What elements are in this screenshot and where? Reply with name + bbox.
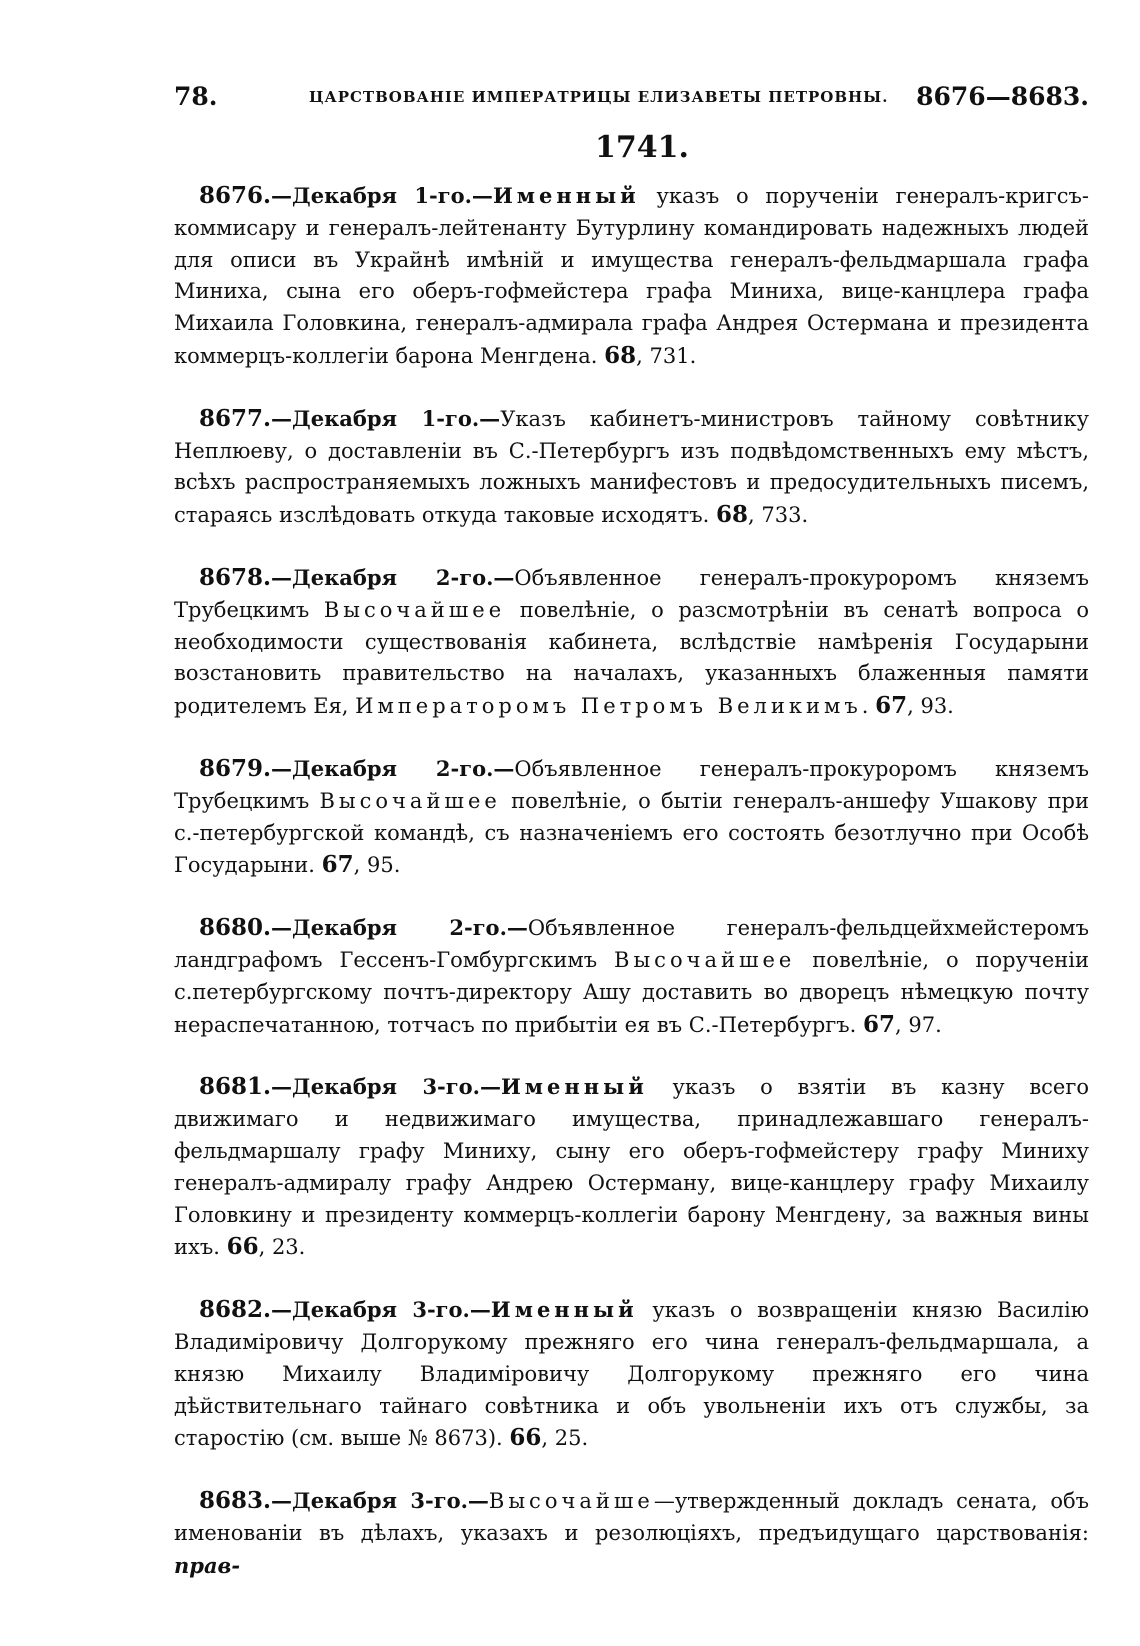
- entry-text: Указъ кабинетъ-министровъ тайному совѣтнику Неплюеву, о доставленіи въ С.-Петербургъ изъ подвѣдомственныхъ ему мѣстъ, всѣхъ распространяемыхъ ложныхъ манифестовъ и предосудительныхъ писемъ, стараясь изслѣдовать откуда таковые исходятъ.: [174, 406, 1089, 528]
- entry-volume: 66: [226, 1233, 259, 1261]
- page-number: 78.: [174, 82, 218, 111]
- entry-8679: [174, 753, 1089, 882]
- entry-date: —Декабря 2-го.—: [271, 564, 515, 590]
- entry-number: 8679.: [199, 754, 272, 782]
- entry-text: Объявленное генералъ-фельдцейхмейстеромъ ландграфомъ Гессенъ-Гомбургскимъ: [174, 916, 1089, 972]
- entry-number: 8678.: [199, 563, 272, 591]
- entry-text: повелѣніе, о разсмотрѣніи въ сенатѣ вопроса о необходимости существованія кабинета, вслѣдствіе намѣренія Государыни возстановить правительство на началахъ, указанныхъ блаженныя памяти родителемъ Ея,: [174, 597, 1090, 719]
- entry-8680: [174, 912, 1089, 1041]
- entry-kind: Именный: [492, 183, 640, 208]
- entry-8676: [174, 180, 1089, 373]
- entry-number: 8681.: [199, 1073, 272, 1101]
- entry-8681: [174, 1071, 1089, 1264]
- entry-page: , 25.: [541, 1426, 589, 1451]
- entry-text: повелѣніе, о бытіи генералъ-аншефу Ушакову при с.-петербургской командѣ, съ назначеніемъ его состоять безотлучно при Особѣ Государыни.: [174, 788, 1090, 878]
- entry-number: 8677.: [199, 404, 272, 432]
- entry-spaced-text: Высочайшее: [614, 947, 796, 972]
- running-title: ЦАРСТВОВАНІЕ ИМПЕРАТРИЦЫ ЕЛИЗАВЕТЫ ПЕТРОВНЫ.: [309, 88, 889, 106]
- entry-8683: [174, 1485, 1089, 1582]
- entry-volume: 68: [716, 501, 749, 529]
- entry-page: , 733.: [748, 503, 809, 528]
- entry-text: указъ о порученіи генералъ-кригсъ-коммисару и генералъ-лейтенанту Бутурлину командировать надежныхъ людей для описи въ Украйнѣ имѣній и имущества генералъ-фельдмаршала графа Миниха, сына его оберъ-гофмейстера графа Миниха, вице-канцлера графа Михаила Головкина, генералъ-адмирала графа Андрея Остермана и президента коммерцъ-коллегіи барона Менгдена.: [174, 184, 1089, 368]
- entry-date: —Декабря 2-го.—: [271, 755, 515, 781]
- entry-text: повелѣніе, о порученіи с.петербургскому почтъ-директору Ашу доставить во дворецъ нѣмецкую почту нераспечатанною, тотчасъ по прибытіи ея въ С.-Петербургъ.: [174, 947, 1089, 1037]
- entry-date: —Декабря 1-го.—: [271, 183, 493, 208]
- entry-volume: 67: [875, 692, 908, 720]
- entry-volume: 66: [509, 1424, 542, 1452]
- entry-number: 8676.: [199, 182, 272, 209]
- entry-text: —утвержденный докладъ сената, объ именованіи въ дѣлахъ, указахъ и резолюціяхъ, предъидущаго царствованія:: [174, 1489, 1089, 1545]
- entry-date: —Декабря 1-го.—: [271, 405, 501, 431]
- entry-page: , 95.: [353, 853, 401, 878]
- year-heading: 1741.: [595, 130, 689, 165]
- entry-volume: 67: [863, 1010, 896, 1038]
- entry-page: , 97.: [895, 1012, 942, 1037]
- entry-spaced-text: Высочайшее: [319, 788, 501, 813]
- entry-8678: [174, 562, 1089, 723]
- entry-number: 8682.: [199, 1296, 272, 1324]
- entry-8677: [174, 403, 1089, 532]
- entries-list: [174, 180, 1089, 1612]
- entry-page: , 731.: [636, 343, 697, 368]
- entry-spaced-text: Императоромъ Петромъ Великимъ: [355, 694, 862, 719]
- entry-italic-text: прав-: [174, 1552, 241, 1578]
- entry-date: —Декабря 2-го.—: [271, 915, 528, 941]
- entry-date: —Декабря 3-го.—: [271, 1297, 491, 1323]
- entry-number: 8683.: [199, 1487, 272, 1515]
- entry-range: 8676—8683.: [916, 82, 1089, 111]
- entry-kind: Именный: [490, 1297, 638, 1323]
- entry-text: указъ о возвращеніи князю Василію Владиміровичу Долгорукому прежняго его чина генералъ-фельдмаршала, а князю Михаилу Владиміровичу Долгорукому прежняго его чина дѣйствительнаго тайнаго совѣтника и объ увольненіи ихъ отъ службы, за старостію (см. выше № 8673).: [174, 1298, 1089, 1451]
- entry-page: , 93.: [907, 694, 954, 719]
- entry-date: —Декабря 3-го.—: [271, 1488, 489, 1514]
- entry-volume: 68: [604, 341, 637, 369]
- entry-spaced-text: Высочайше: [488, 1489, 654, 1514]
- entry-text: указъ о взятіи въ казну всего движимаго и недвижимаго имущества, принадлежавшаго генералъ-фельдмаршалу графу Миниху, сыну его оберъ-гофмейстеру графу Миниху генералъ-адмиралу графу Андрею Остерману, вице-канцлеру графу Михаилу Головкину и президенту коммерцъ-коллегіи барону Менгдену, за важныя вины ихъ.: [174, 1075, 1089, 1260]
- entry-number: 8680.: [199, 914, 272, 942]
- entry-date: —Декабря 3-го.—: [271, 1074, 501, 1100]
- entry-page: , 23.: [258, 1235, 306, 1260]
- entry-8682: [174, 1294, 1089, 1455]
- entry-text: Объявленное генералъ-прокуроромъ княземъ Трубецкимъ: [174, 756, 1089, 813]
- entry-spaced-text: Высочайшее: [323, 597, 506, 622]
- entry-text: Объявленное генералъ-прокуроромъ княземъ Трубецкимъ: [174, 565, 1089, 622]
- entry-text: .: [861, 694, 869, 719]
- entry-kind: Именный: [500, 1074, 648, 1100]
- entry-volume: 67: [321, 851, 354, 879]
